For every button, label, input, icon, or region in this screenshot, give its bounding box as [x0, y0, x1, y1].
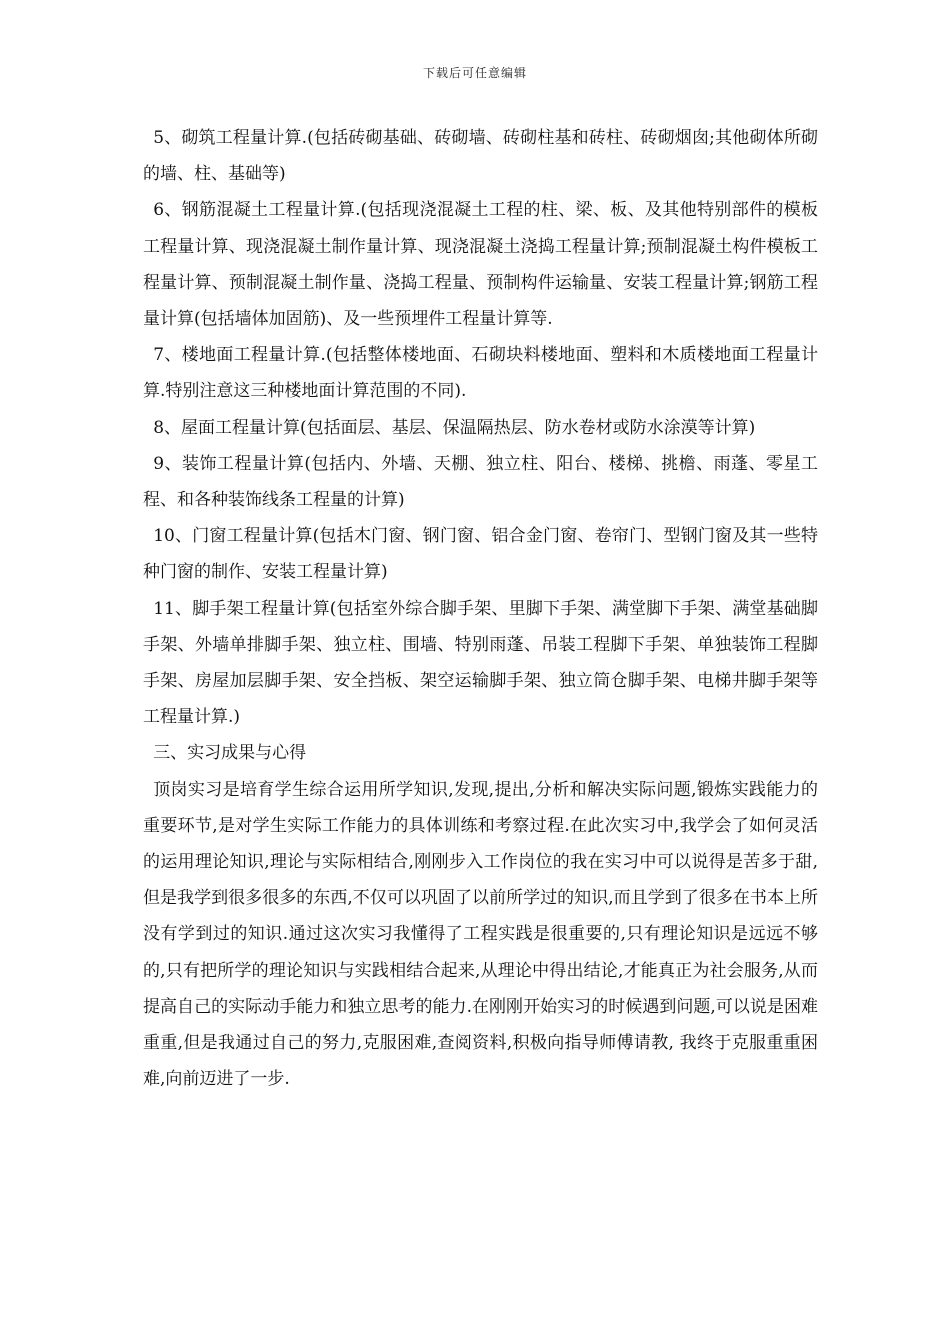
section-heading-results: 三、实习成果与心得: [153, 743, 307, 764]
paragraph-scaffolding: 11、脚手架工程量计算(包括室外综合脚手架、里脚下手架、满堂脚下手架、满堂基础脚手架、外墙单排脚手架、独立柱、围墙、特别雨蓬、吊装工程脚下手架、单独装饰工程脚手架、房屋加层脚手架、安全挡板、架空运输脚手架、独立筒仓脚手架、电梯井脚手架等工程量计算.): [143, 598, 818, 728]
page-header: 下载后可任意编辑: [422, 66, 527, 80]
paragraph-reinforced-concrete: 6、钢筋混凝土工程量计算.(包括现浇混凝土工程的柱、梁、板、及其他特别部件的模板工程量计算、现浇混凝土制作量计算、现浇混凝土浇捣工程量计算;预制混凝土构件模板工程量计算、预制混凝土制作量、浇捣工程量、预制构件运输量、安装工程量计算;钢筋工程量计算(包括墙体加固筋)、及一些预埋件工程量计算等.: [143, 200, 818, 330]
paragraph-internship-reflection: 顶岗实习是培育学生综合运用所学知识,发现,提出,分析和解决实际问题,锻炼实践能力的重要环节,是对学生实际工作能力的具体训练和考察过程.在此次实习中,我学会了如何灵活的运用理论知识,理论与实际相结合,刚刚步入工作岗位的我在实习中可以说得是苦多于甜,但是我学到很多很多的东西,不仅可以巩固了以前所学过的知识,而且学到了很多在书本上所没有学到过的知识.通过这次实习我懂得了工程实践是很重要的,只有理论知识是远远不够的,只有把所学的理论知识与实践相结合起来,从理论中得出结论,才能真正为社会服务,从而提高自己的实际动手能力和独立思考的能力.在刚刚开始实习的时候遇到问题,可以说是困难重重,但是我通过自己的努力,克服困难,查阅资料,积极向指导师傅请教, 我终于克服重重困难,向前迈进了一步.: [143, 779, 818, 1090]
paragraph-decoration: 9、装饰工程量计算(包括内、外墙、天棚、独立柱、阳台、楼梯、挑檐、雨蓬、零星工程、和各种装饰线条工程量的计算): [143, 453, 818, 511]
paragraph-doors-windows: 10、门窗工程量计算(包括木门窗、钢门窗、铝合金门窗、卷帘门、型钢门窗及其一些特种门窗的制作、安装工程量计算): [143, 526, 818, 583]
document-body: [143, 120, 818, 1097]
paragraph-floor: 7、楼地面工程量计算.(包括整体楼地面、石砌块料楼地面、塑料和木质楼地面工程量计算.特别注意这三种楼地面计算范围的不同).: [143, 345, 818, 402]
paragraph-roof: 8、屋面工程量计算(包括面层、基层、保温隔热层、防水卷材或防水涂漠等计算): [153, 417, 756, 438]
paragraph-masonry: 5、砌筑工程量计算.(包括砖砌基础、砖砌墙、砖砌柱基和砖柱、砖砌烟囱;其他砌体所砌的墙、柱、基础等): [143, 128, 818, 185]
